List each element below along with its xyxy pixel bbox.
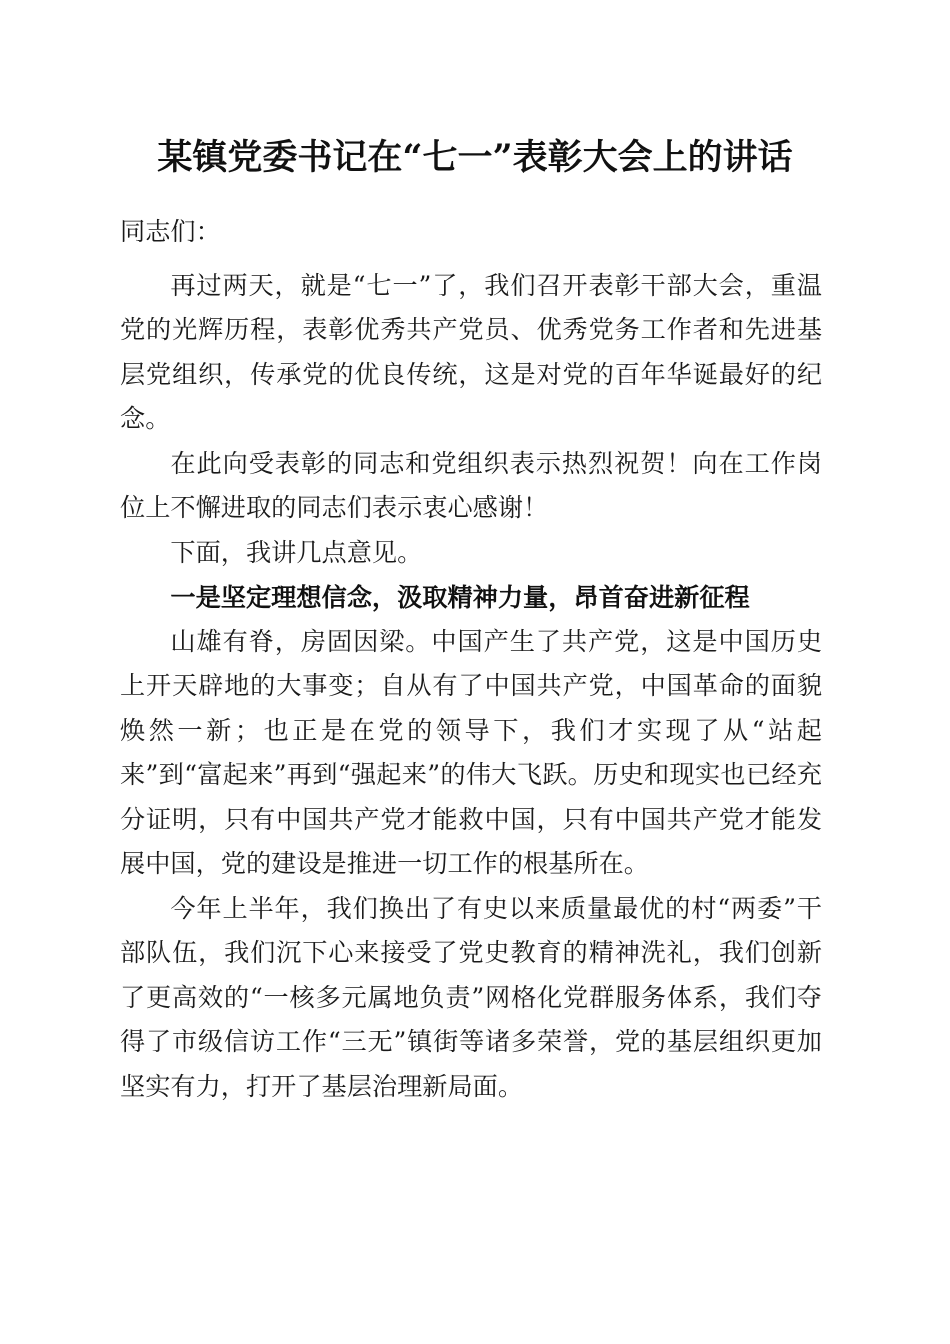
document-body xyxy=(120,210,822,1109)
salutation: 同志们： xyxy=(120,217,221,246)
document-title: 某镇党委书记在“七一”表彰大会上的讲话 xyxy=(157,137,793,178)
paragraph: 下面，我讲几点意见。 xyxy=(170,537,423,567)
paragraph: 今年上半年，我们换出了有史以来质量最优的村“两委”干部队伍，我们沉下心来接受了党史教育的精神洗礼，我们创新了更高效的“一核多元属地负责”网格化党群服务体系，我们夺得了市级信访工作“三无”镇街等诸多荣誉，党的基层组织更加坚实有力，打开了基层治理新局面。 xyxy=(120,893,822,1101)
paragraph: 再过两天，就是“七一”了，我们召开表彰干部大会，重温党的光辉历程，表彰优秀共产党员、优秀党务工作者和先进基层党组织，传承党的优良传统，这是对党的百年华诞最好的纪念。 xyxy=(120,270,822,433)
paragraph: 在此向受表彰的同志和党组织表示热烈祝贺！向在工作岗位上不懈进取的同志们表示衷心感谢！ xyxy=(120,448,822,522)
paragraph: 山雄有脊，房固因梁。中国产生了共产党，这是中国历史上开天辟地的大事变；自从有了中国共产党，中国革命的面貌焕然一新；也正是在党的领导下，我们才实现了从“站起来”到“富起来”再到“强起来”的伟大飞跃。历史和现实也已经充分证明，只有中国共产党才能救中国，只有中国共产党才能发展中国，党的建设是推进一切工作的根基所在。 xyxy=(120,626,822,878)
section-heading: 一是坚定理想信念，汲取精神力量，昂首奋进新征程 xyxy=(170,582,750,612)
